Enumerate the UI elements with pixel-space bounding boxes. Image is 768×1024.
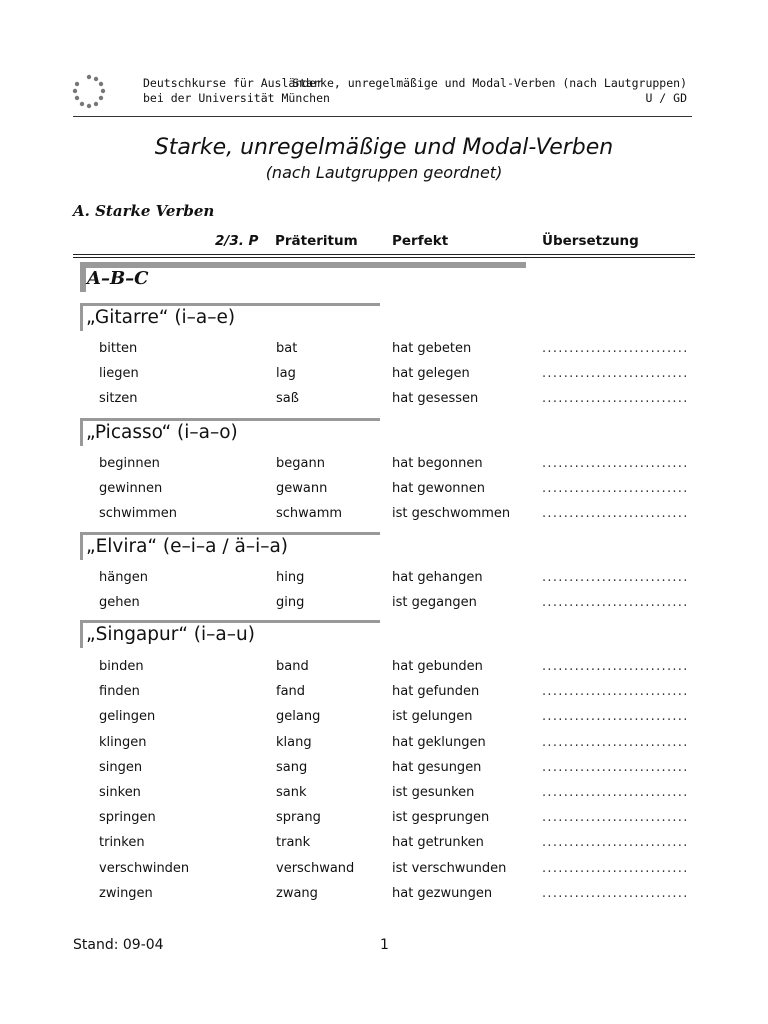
verb-praeteritum: begann: [276, 456, 325, 471]
verb-infinitive: bitten: [99, 341, 138, 356]
verb-praeteritum: gelang: [276, 709, 321, 724]
verb-praeteritum: fand: [276, 684, 306, 699]
page-number: 1: [380, 937, 389, 953]
verb-perfekt: hat gebeten: [392, 341, 472, 356]
page-subtitle: (nach Lautgruppen geordnet): [265, 163, 503, 182]
verb-perfekt: hat gezwungen: [392, 886, 493, 901]
verb-perfekt: ist geschwommen: [392, 506, 511, 521]
translation-blank: ...........................: [542, 760, 689, 775]
translation-blank: ...........................: [542, 886, 689, 901]
column-header-praeteritum: Präteritum: [275, 233, 358, 249]
institution-line-1: Deutschkurse für Ausländer: [143, 76, 324, 90]
university-logo-icon: [70, 73, 108, 111]
table-header-rule-double: [73, 257, 695, 258]
verb-praeteritum: sprang: [276, 810, 321, 825]
verb-praeteritum: bat: [276, 341, 298, 356]
verb-praeteritum: sank: [276, 785, 307, 800]
verb-praeteritum: verschwand: [276, 861, 355, 876]
verb-perfekt: ist gelungen: [392, 709, 473, 724]
translation-blank: ...........................: [542, 659, 689, 674]
page-title: Starke, unregelmäßige und Modal-Verben: [154, 135, 614, 160]
verb-infinitive: verschwinden: [99, 861, 190, 876]
group-title-bar: [80, 620, 380, 623]
verb-praeteritum: saß: [276, 391, 299, 406]
verb-infinitive: beginnen: [99, 456, 160, 471]
table-header-rule: [73, 254, 695, 255]
verb-perfekt: hat gesessen: [392, 391, 479, 406]
group-title: „Gitarre“ (i–a–e): [86, 307, 236, 328]
translation-blank: ...........................: [542, 735, 689, 750]
verb-infinitive: sitzen: [99, 391, 138, 406]
verb-praeteritum: schwamm: [276, 506, 343, 521]
verb-praeteritum: band: [276, 659, 309, 674]
verb-praeteritum: hing: [276, 570, 305, 585]
translation-blank: ...........................: [542, 570, 689, 585]
group-title: „Singapur“ (i–a–u): [86, 624, 255, 645]
translation-blank: ...........................: [542, 785, 689, 800]
verb-infinitive: binden: [99, 659, 144, 674]
verb-praeteritum: sang: [276, 760, 308, 775]
translation-blank: ...........................: [542, 684, 689, 699]
verb-praeteritum: klang: [276, 735, 312, 750]
verb-perfekt: ist gegangen: [392, 595, 477, 610]
verb-praeteritum: lag: [276, 366, 296, 381]
translation-blank: ...........................: [542, 595, 689, 610]
translation-blank: ...........................: [542, 506, 689, 521]
verb-infinitive: sinken: [99, 785, 141, 800]
verb-perfekt: ist verschwunden: [392, 861, 507, 876]
translation-blank: ...........................: [542, 861, 689, 876]
verb-perfekt: hat gewonnen: [392, 481, 485, 496]
verb-infinitive: liegen: [99, 366, 139, 381]
header-divider: [73, 116, 692, 117]
group-title-side: [80, 532, 83, 560]
verb-infinitive: finden: [99, 684, 140, 699]
verb-perfekt: hat gesungen: [392, 760, 482, 775]
verb-infinitive: springen: [99, 810, 156, 825]
verb-infinitive: gehen: [99, 595, 140, 610]
translation-blank: ...........................: [542, 366, 689, 381]
group-title-bar: [80, 418, 380, 421]
verb-perfekt: hat geklungen: [392, 735, 486, 750]
verb-infinitive: singen: [99, 760, 143, 775]
group-title: „Picasso“ (i–a–o): [86, 422, 238, 443]
verb-perfekt: ist gesunken: [392, 785, 475, 800]
translation-blank: ...........................: [542, 481, 689, 496]
footer-stand: Stand: 09-04: [73, 937, 164, 953]
verb-perfekt: hat gefunden: [392, 684, 480, 699]
verb-infinitive: gelingen: [99, 709, 156, 724]
verb-perfekt: hat gehangen: [392, 570, 483, 585]
translation-blank: ...........................: [542, 810, 689, 825]
group-title-bar: [80, 303, 380, 306]
translation-blank: ...........................: [542, 835, 689, 850]
institution-line-2: bei der Universität München: [143, 91, 330, 105]
verb-perfekt: hat getrunken: [392, 835, 484, 850]
column-header-person: 2/3. P: [215, 233, 259, 249]
group-title: „Elvira“ (e–i–a / ä–i–a): [86, 536, 289, 557]
group-title-side: [80, 303, 83, 331]
verb-praeteritum: ging: [276, 595, 305, 610]
document-header: [292, 76, 687, 106]
section-heading: A. Starke Verben: [73, 202, 215, 220]
translation-blank: ...........................: [542, 456, 689, 471]
verb-infinitive: klingen: [99, 735, 147, 750]
translation-blank: ...........................: [542, 709, 689, 724]
column-header-uebersetzung: Übersetzung: [542, 233, 639, 249]
verb-praeteritum: gewann: [276, 481, 328, 496]
verb-infinitive: hängen: [99, 570, 148, 585]
header-code: U / GD: [645, 91, 687, 105]
verb-infinitive: zwingen: [99, 886, 153, 901]
verb-infinitive: gewinnen: [99, 481, 163, 496]
verb-perfekt: hat begonnen: [392, 456, 483, 471]
header-topic: Starke, unregelmäßige und Modal-Verben (nach Lautgruppen): [292, 76, 687, 90]
group-title-bar: [80, 532, 380, 535]
abc-heading: A–B–C: [87, 268, 149, 289]
verb-praeteritum: zwang: [276, 886, 318, 901]
verb-infinitive: schwimmen: [99, 506, 177, 521]
group-title-side: [80, 620, 83, 648]
verb-infinitive: trinken: [99, 835, 145, 850]
verb-perfekt: ist gesprungen: [392, 810, 490, 825]
group-title-side: [80, 418, 83, 446]
translation-blank: ...........................: [542, 341, 689, 356]
abc-banner-side: [80, 262, 86, 292]
column-header-perfekt: Perfekt: [392, 233, 449, 249]
translation-blank: ...........................: [542, 391, 689, 406]
verb-perfekt: hat gebunden: [392, 659, 483, 674]
verb-perfekt: hat gelegen: [392, 366, 470, 381]
verb-praeteritum: trank: [276, 835, 311, 850]
